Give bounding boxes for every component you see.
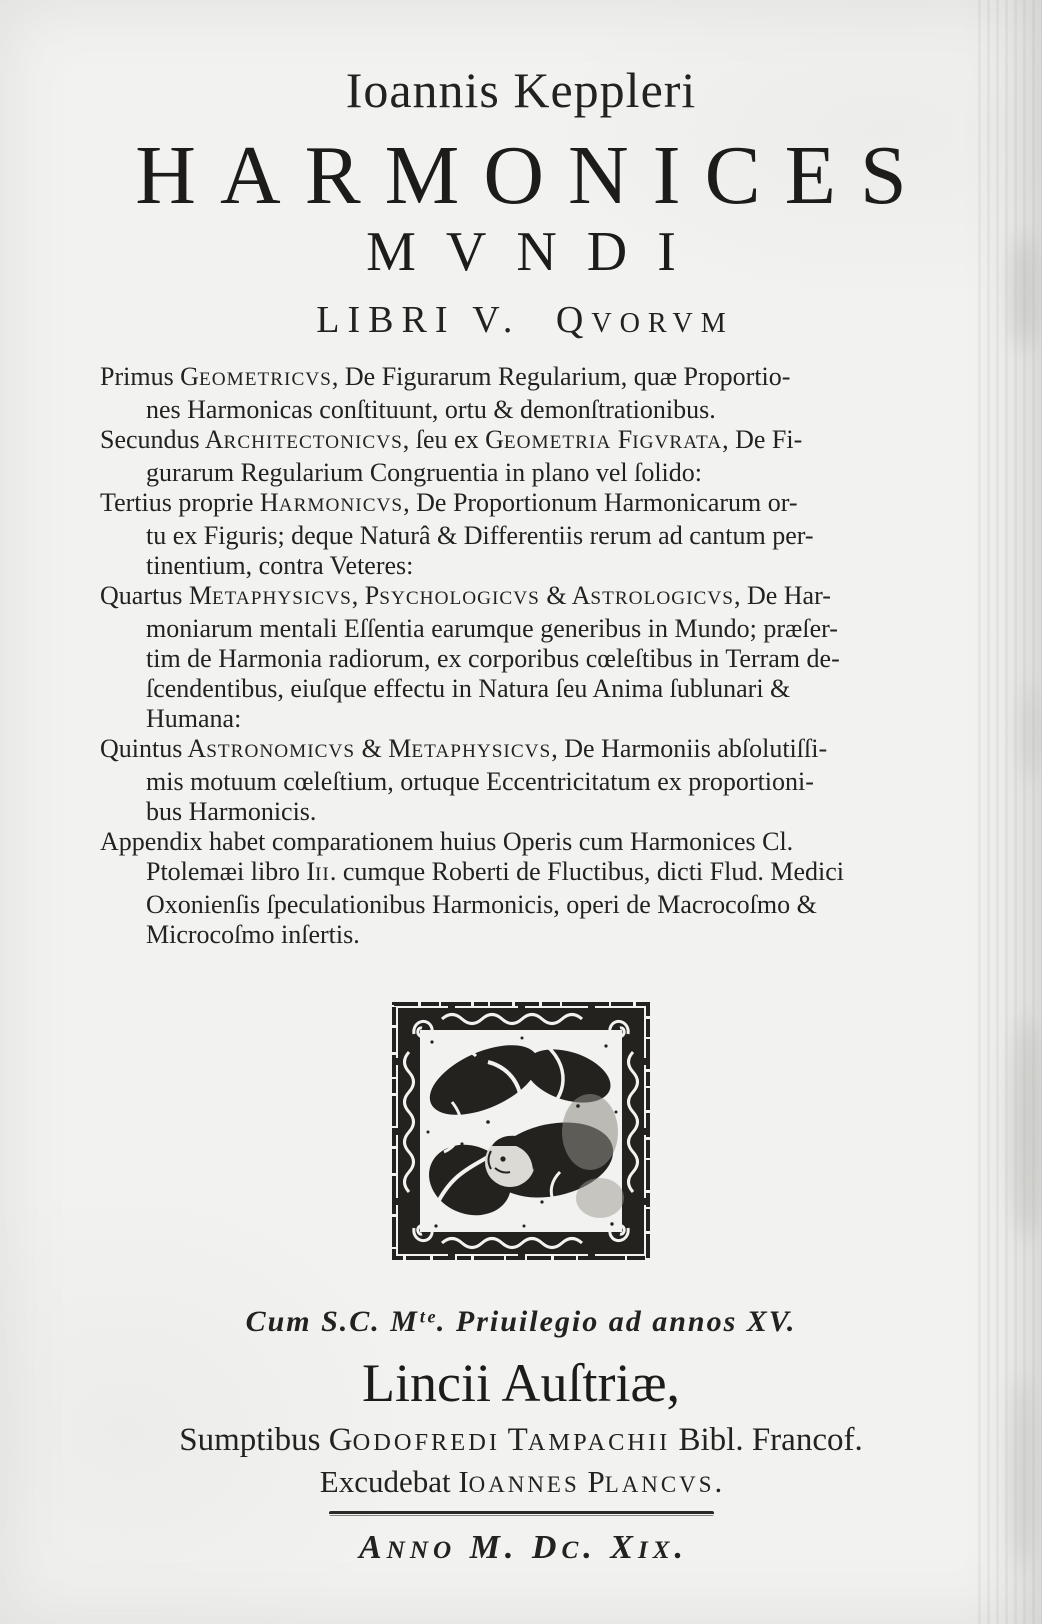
imprint-publisher: Sumptibus GODOFREDI TAMPACHII Bibl. Francof.	[179, 1421, 863, 1458]
book-line: nes Harmonicas conſtituunt, ortu & demonſtrationibus.	[146, 394, 716, 424]
book-line: Humana:	[146, 703, 242, 733]
imprint-place: Lincii Auſtriæ,	[362, 1352, 680, 1413]
book-line: bus Harmonicis.	[146, 796, 317, 826]
books-heading	[0, 300, 1042, 342]
ornament-wrap	[0, 1002, 1042, 1260]
book-title: HARMONICES	[135, 129, 931, 222]
book-item	[100, 488, 942, 581]
book-line: Quartus METAPHYSICVS, PSYCHOLOGICVS & ASTROLOGICVS, De Har-	[100, 580, 831, 610]
imprint-year: ANNO M. DC. XIX.	[358, 1529, 689, 1567]
book-line: moniarum mentali Eſſentia earumque generibus in Mundo; præſer-	[146, 613, 838, 643]
book-line: Primus GEOMETRICVS, De Figurarum Regularium, quæ Proportio-	[100, 361, 791, 391]
author-line: Ioannis Keppleri	[345, 62, 697, 118]
foliate-woodcut-ornament	[392, 1002, 650, 1260]
books-heading-libri: LIBRI V.	[316, 299, 521, 341]
book-line: Secundus ARCHITECTONICVS, ſeu ex GEOMETRIA FIGVRATA, De Fi-	[100, 424, 803, 454]
book-line: tu ex Figuris; deque Naturâ & Differentiis rerum ad cantum per-	[146, 520, 814, 550]
scan-artifact	[1022, 685, 1040, 780]
book-line: Oxonienſis ſpeculationibus Harmonicis, operi de Macrocoſmo &	[146, 889, 817, 919]
book-item	[100, 734, 942, 827]
book-item	[100, 581, 942, 734]
book-line: Tertius proprie HARMONICVS, De Proportionum Harmonicarum or-	[100, 487, 798, 517]
book-list	[100, 362, 942, 950]
book-line: gurarum Regularium Congruentia in plano vel ſolido:	[146, 457, 703, 487]
book-line: ſcendentibus, eiuſque effectu in Natura ſeu Anima ſublunari &	[146, 673, 791, 703]
book-line: Appendix habet comparationem huius Operis cum Harmonices Cl.	[100, 826, 794, 856]
privilege-line: Cum S.C. Mᵗᵉ. Priuilegio ad annos XV.	[245, 1304, 797, 1338]
book-line: tim de Harmonia radiorum, ex corporibus cœleſtibus in Terram de-	[146, 643, 840, 673]
book-item	[100, 425, 942, 488]
divider-rule	[329, 1511, 714, 1516]
book-line: mis motuum cœleſtium, ortuque Eccentricitatum ex proportioni-	[146, 766, 814, 796]
book-subtitle: MVNDI	[366, 221, 706, 283]
book-line: tinentium, contra Veteres:	[146, 550, 414, 580]
books-heading-quorum: QVORVM	[555, 299, 734, 341]
book-item	[100, 827, 942, 950]
book-line: Microcoſmo inſertis.	[146, 919, 360, 949]
book-item	[100, 362, 942, 425]
book-line: Quintus ASTRONOMICVS & METAPHYSICVS, De Harmoniis abſolutiſſi-	[100, 733, 828, 763]
imprint-printer: Excudebat IOANNES PLANCVS.	[319, 1463, 723, 1499]
book-line: Ptolemæi libro III. cumque Roberti de Fluctibus, dicti Flud. Medici	[146, 856, 844, 886]
